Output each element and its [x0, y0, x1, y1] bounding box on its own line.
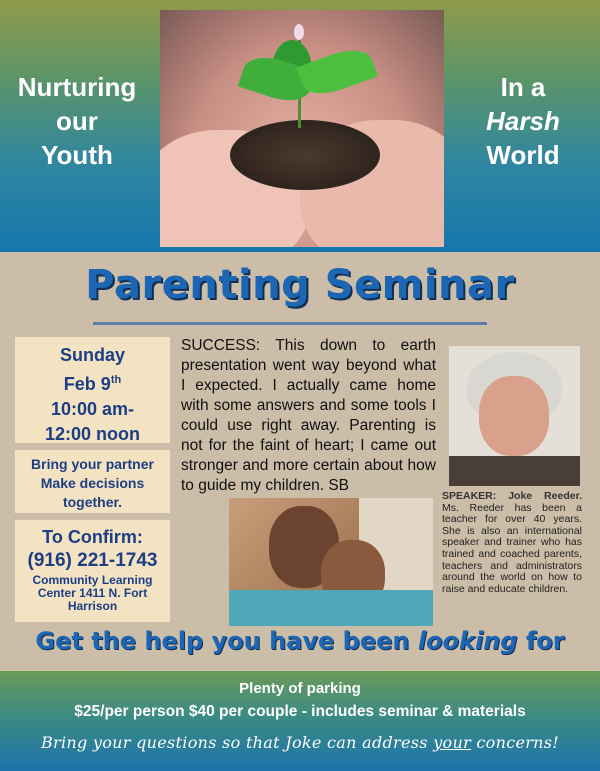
pricing-note: $25/per person $40 per couple - includes seminar & materials	[74, 703, 526, 720]
partner-note-box	[15, 450, 170, 513]
speaker-photo	[449, 346, 580, 486]
event-day: Sunday	[59, 345, 125, 365]
event-date-main: Feb 9	[63, 374, 111, 394]
confirm-heading: To Confirm:	[42, 527, 143, 547]
header-right-line-1: In a	[500, 72, 546, 102]
partner-note-line-1: Bring your partner	[31, 456, 154, 472]
mother-daughter-photo	[229, 498, 433, 626]
page-title: Parenting Seminar	[85, 262, 515, 308]
confirm-location-line-3: Harrison	[67, 599, 118, 613]
header-left-line-3: Youth	[41, 140, 113, 170]
header-left-text	[2, 70, 152, 172]
confirm-location-line-1: Community Learning	[32, 573, 153, 587]
hands-seedling-photo	[160, 10, 444, 247]
header-right-line-3: World	[486, 140, 560, 170]
event-date-suffix: th	[110, 374, 122, 386]
partner-note-line-2: Make decisions	[40, 475, 145, 491]
closing-note	[0, 733, 600, 752]
event-time-start: 10:00 am-	[50, 399, 135, 419]
header-left-line-2: our	[56, 106, 98, 136]
confirm-location-line-2: Center 1411 N. Fort	[37, 586, 148, 600]
tagline	[0, 627, 600, 655]
title-divider	[93, 322, 487, 325]
speaker-bio-text: Ms. Reeder has been a teacher for over 40 years. She is also an international speaker and trainer who has trained and coached parents, teachers and administrators around the world on how to raise and educate children.	[442, 501, 582, 595]
closing-emphasis: your	[433, 733, 472, 752]
footer-banner	[0, 671, 600, 771]
tagline-emphasis: looking	[417, 627, 518, 655]
header-right-text	[448, 70, 598, 172]
partner-note-line-3: together.	[62, 494, 123, 510]
speaker-bio	[442, 491, 582, 595]
testimonial-text: SUCCESS: This down to earth presentation went way beyond what I expected. I actually came home with some answers and some tools I could use right away. Parenting is not for the faint of heart; I came out stronger and more certain about how to guide my children. SB	[181, 337, 436, 494]
tagline-after: for	[517, 627, 565, 655]
confirm-phone: (916) 221-1743	[27, 550, 158, 571]
tagline-before: Get the help you have been	[35, 627, 418, 655]
header-left-line-1: Nurturing	[17, 72, 137, 102]
confirm-box	[15, 520, 170, 622]
closing-after: concerns!	[471, 733, 560, 752]
parking-note: Plenty of parking	[239, 680, 361, 697]
header-banner	[0, 0, 600, 252]
event-date	[15, 368, 170, 397]
event-date-box	[15, 337, 170, 443]
speaker-label: SPEAKER: Joke Reeder.	[442, 490, 582, 502]
event-time-end: 12:00 noon	[44, 424, 141, 444]
header-right-line-2: Harsh	[486, 106, 560, 136]
closing-before: Bring your questions so that Joke can address	[40, 733, 434, 752]
